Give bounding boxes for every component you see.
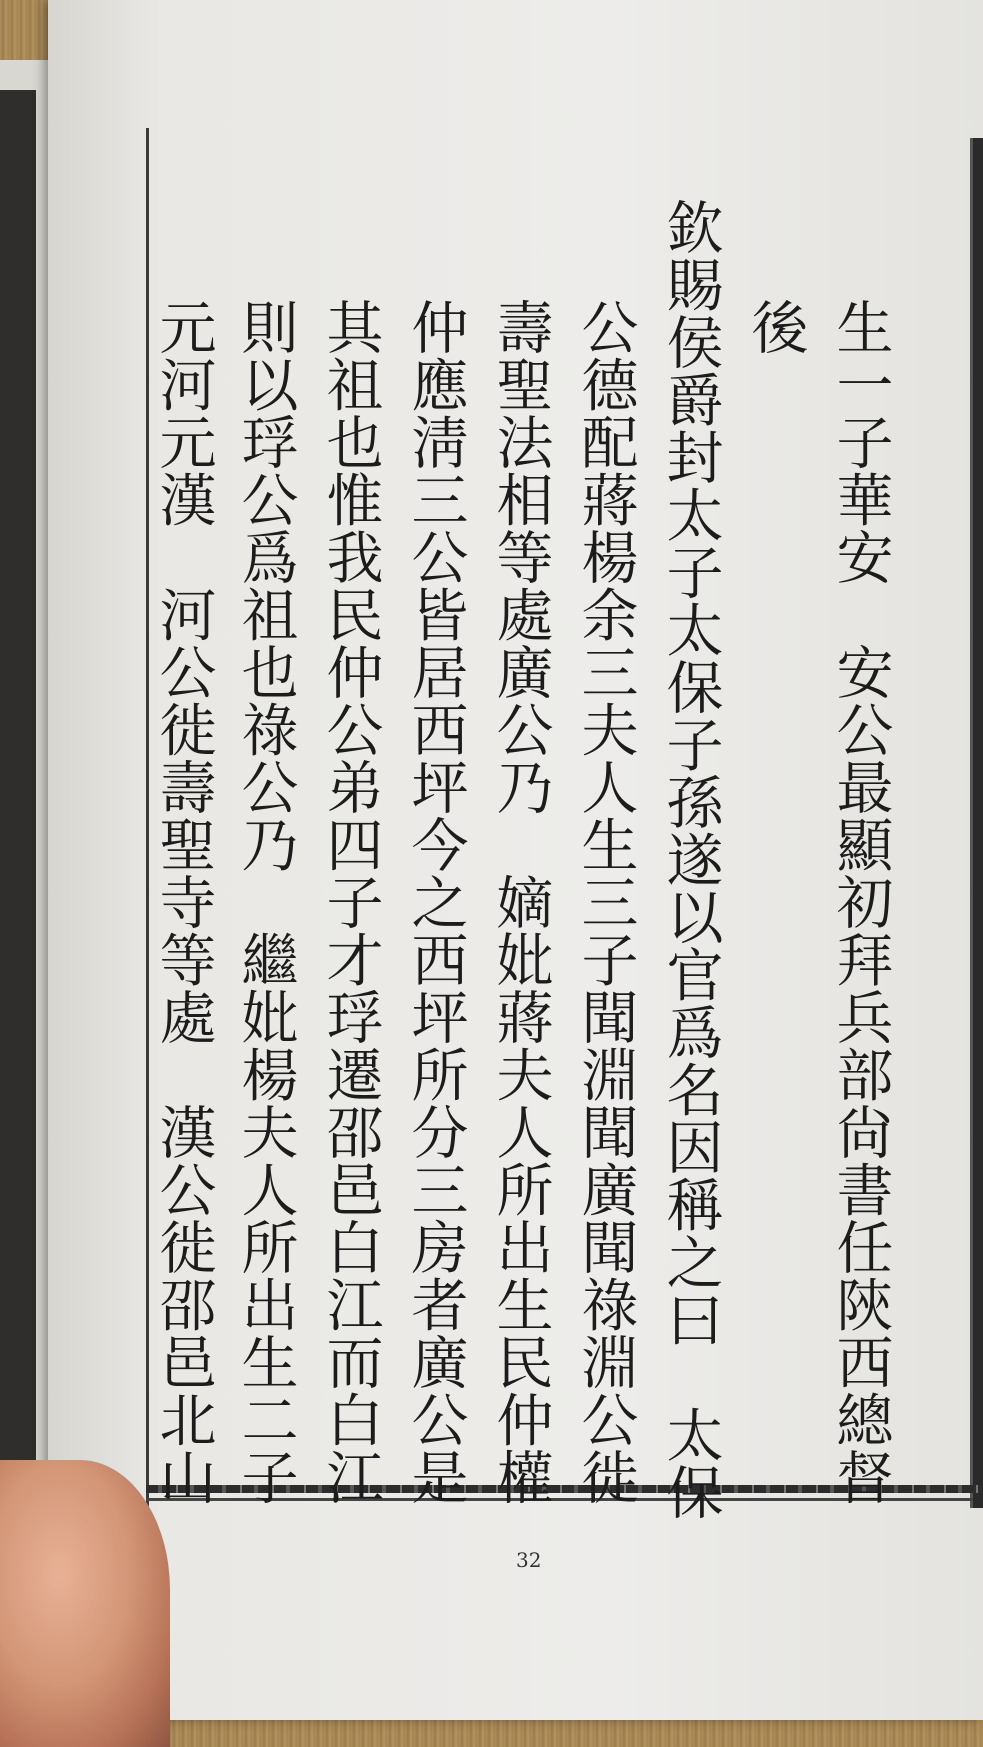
text-frame xyxy=(146,128,983,1521)
underlying-page-shadow xyxy=(0,90,36,1690)
text-column-5: 壽聖法相等處廣公乃 嫡妣蔣夫人所出生民仲權 xyxy=(487,298,553,1506)
thumb xyxy=(0,1460,170,1747)
text-column-4: 公德配蔣楊余三夫人生三子聞淵聞廣聞祿淵公徙 xyxy=(572,298,638,1506)
text-column-1: 生一子華安 安公最顯初拜兵部尙書任陝西總督 xyxy=(827,298,893,1506)
text-column-3: 欽賜侯爵封太子太保子孫遂以官爲名因稱之曰 太保 xyxy=(657,198,723,1521)
text-column-7: 其祖也惟我民仲公弟四子才琈遷邵邑白江而白江 xyxy=(317,298,383,1506)
page-number: 32 xyxy=(516,1548,542,1572)
frame-left-border xyxy=(146,128,149,1508)
text-column-2: 後 xyxy=(742,298,808,356)
text-column-9: 元河元漢 河公徙壽聖寺等處 漢公徙邵邑北山 xyxy=(150,298,216,1506)
frame-right-border xyxy=(970,138,983,1508)
book-page xyxy=(48,0,983,1720)
text-column-6: 仲應淸三公皆居西坪今之西坪所分三房者廣公是 xyxy=(402,298,468,1506)
text-column-8: 則以琈公爲祖也祿公乃 繼妣楊夫人所出生二子 xyxy=(232,298,298,1506)
